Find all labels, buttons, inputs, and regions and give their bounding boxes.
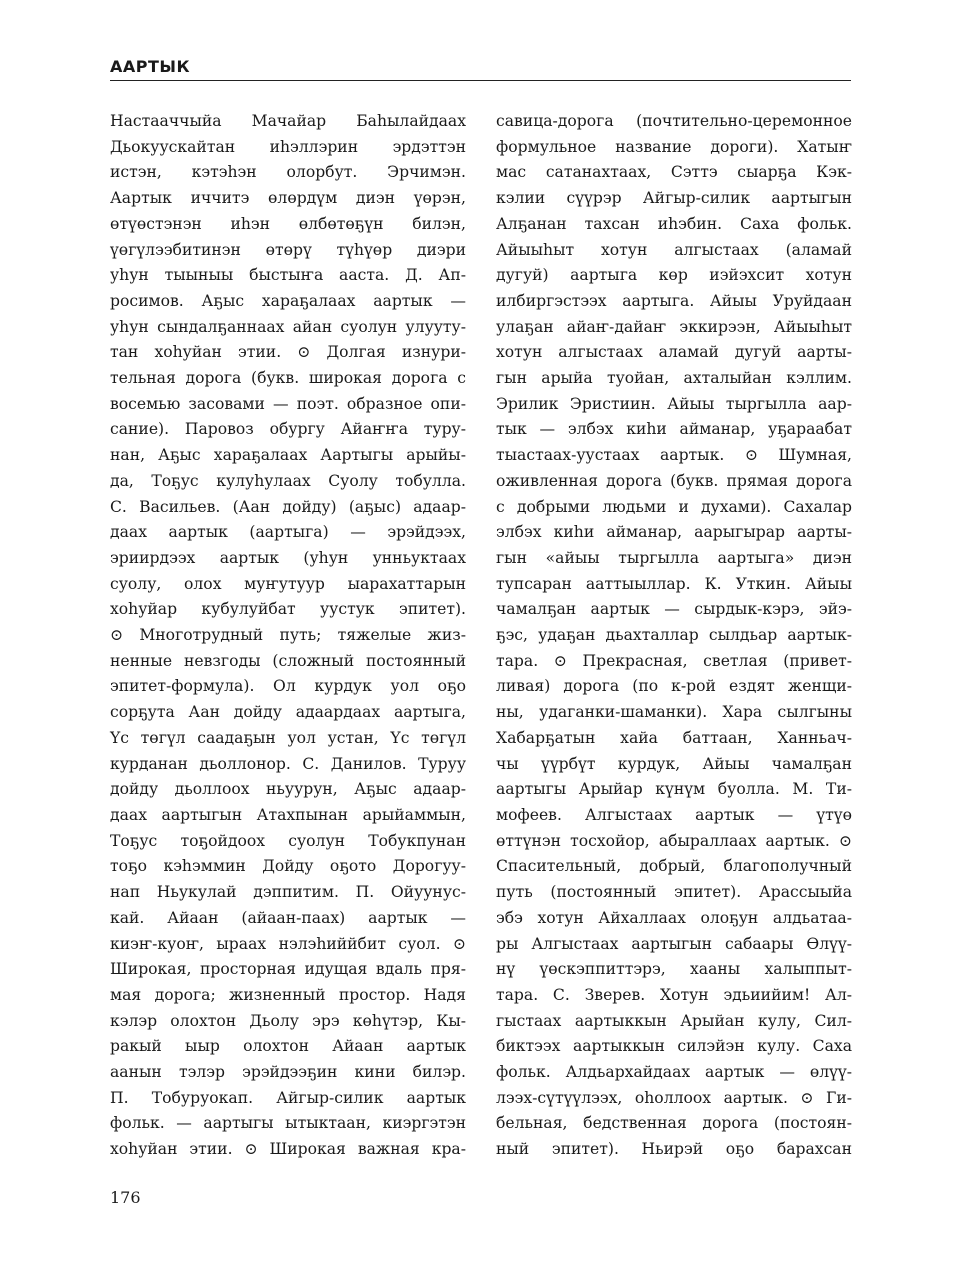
text-line: Эрилик Эристиин. Айыы тыргылла аар-	[496, 394, 852, 413]
text-line: Широкая, просторная идущая вдаль пря-	[110, 960, 466, 979]
text-line: тара. ⊙ Прекрасная, светлая (привет-	[496, 651, 852, 670]
text-line: ливая) дорога (по к-рой ездят женщи-	[496, 677, 852, 696]
text-line: эбэ хотун Айхаллаах олоҕун алдьатаа-	[496, 908, 852, 927]
text-line: гын «айыы тыргылла аартыга» диэн	[496, 548, 852, 567]
text-line: Дьокуускайтан иһэллэрин эрдэттэн	[110, 137, 466, 156]
text-line: чамалҕан аартык — сырдык-кэрэ, эйэ-	[496, 600, 852, 619]
text-line: лээх-сүтүүлээх, оһоллоох аартык. ⊙ Ги-	[496, 1088, 852, 1107]
text-line: суолу, олох муҥутуур ыарахаттарын	[110, 574, 466, 593]
text-line: хотун алгыстаах аламай дугуй аарты-	[496, 343, 852, 362]
text-line: нан, Аҕыс хараҕалаах Аартыгы арыйы-	[110, 446, 466, 465]
text-line: истэн, кэтэһэн олорбут. Эрчимэн.	[110, 163, 466, 182]
text-line: формульное название дороги). Хатыҥ	[496, 137, 852, 156]
text-line: тара. С. Зверев. Хотун эдьиийим! Ал-	[496, 985, 852, 1004]
text-line: тан хоһуйан этии. ⊙ Долгая изнури-	[110, 343, 466, 362]
text-line: Тоҕус тоҕойдоох суолун Тобукпунан	[110, 831, 466, 850]
text-line: ⊙ Многотрудный путь; тяжелые жиз-	[110, 626, 466, 645]
text-line: Айыыһыт хотун алгыстаах (аламай	[496, 240, 852, 259]
text-line: киэҥ-куоҥ, ыраах нэлэһиййбит суол. ⊙	[110, 934, 466, 953]
text-line: савица-дорога (почтительно-церемонное	[496, 112, 852, 130]
text-line: аартыгы Арыйар күнүм буолла. М. Ти-	[496, 780, 852, 799]
text-line: даах аартыгын Атахпынан арыйаммын,	[110, 805, 466, 824]
text-line: өтүөстэнэн иһэн өлбөтөҕүн билэн,	[110, 214, 466, 233]
text-line: биктээх аартыккын силэйэн кулу. Саха	[496, 1037, 852, 1056]
text-line: фольк. — аартыгы ытыктаан, киэргэтэн	[110, 1114, 466, 1133]
text-line: Хабарҕатын хайа баттаан, Ханньач-	[496, 728, 852, 747]
text-line: ный эпитет). Ньирэй оҕо барахсан	[496, 1140, 852, 1159]
text-line: тоҕо кэһэммин Дойду оҕото Дорогуу-	[110, 857, 466, 876]
text-line: кэлии сүүрэр Айгыр-силик аартыгын	[496, 189, 852, 208]
running-header	[110, 57, 851, 81]
text-line: мас сатанахтаах, Сэттэ сыарҕа Кэк-	[496, 163, 852, 182]
text-line: С. Васильев. (Аан дойду) (аҕыс) адаар-	[110, 497, 466, 516]
text-line: тык — элбэх киһи айманар, уҕараабат	[496, 420, 852, 439]
text-line: росимов. Аҕыс хараҕалаах аартык —	[110, 291, 466, 310]
text-line: уһун сындалҕаннаах айан суолун улууту-	[110, 317, 466, 336]
text-line: мая дорога; жизненный простор. Надя	[110, 985, 466, 1004]
text-line: эпитет-формула). Ол курдук уол оҕо	[110, 677, 466, 696]
text-line: Аартык иччитэ өлөрдүм диэн үөрэн,	[110, 189, 466, 208]
text-line: улаҕан айаҥ-дайаҥ эккирээн, Айыыһыт	[496, 317, 852, 336]
text-line: даах аартык (аартыга) — эрэйдээх,	[110, 523, 466, 542]
text-line: путь (постоянный эпитет). Арассыыйа	[496, 883, 852, 902]
text-line: нү үөскэппиттэрэ, хааны халыппыт-	[496, 960, 852, 979]
text-line: Алҕанан тахсан иһэбин. Саха фольк.	[496, 214, 852, 233]
text-line: илбиргэстээх аартыга. Айыы Уруйдаан	[496, 291, 852, 310]
text-line: ны, удаганки-шаманки). Хара сылгыны	[496, 703, 852, 722]
text-line: элбэх киһи айманар, аарыгырар аарты-	[496, 523, 852, 542]
text-line: сорҕута Аан дойду адаардаах аартыга,	[110, 703, 466, 722]
text-line: сание). Паровоз обургу Айаҥҥа туру-	[110, 420, 466, 439]
text-line: с добрыми людьми и духами). Сахалар	[496, 497, 852, 516]
text-line: уһун тыыныы быстыҥа ааста. Д. Ап-	[110, 266, 466, 285]
text-line: дугуй) аартыга көр иэйэхсит хотун	[496, 266, 852, 285]
text-line: восемью засовами — поэт. образное опи-	[110, 394, 466, 413]
right-column	[496, 109, 852, 1163]
header-title: ААРТЫК	[110, 57, 191, 76]
page-number: 176	[110, 1188, 141, 1207]
text-line: чы үүрбүт курдук, Айыы чамалҕан	[496, 754, 852, 773]
text-line: үөгүлээбитинэн өтөрү түһүөр диэри	[110, 240, 466, 259]
text-line: оживленная дорога (букв. прямая дорога	[496, 471, 852, 490]
text-line: гыстаах аартыккын Арыйан кулу, Сил-	[496, 1011, 852, 1030]
text-line: фольк. Алдьархайдаах аартык — өлүү-	[496, 1063, 852, 1082]
text-line: гын арыйа туойан, ахталыйан кэллим.	[496, 369, 852, 388]
text-line: тельная дорога (букв. широкая дорога с	[110, 369, 466, 388]
text-line: кай. Айаан (айаан-паах) аартык —	[110, 908, 466, 927]
text-line: нап Ньукулай дэппитим. П. Ойуунус-	[110, 883, 466, 902]
text-line: хоһуйан этии. ⊙ Широкая важная кра-	[110, 1140, 466, 1159]
text-line: аанын тэлэр эрэйдээҕин кини билэр.	[110, 1063, 466, 1082]
text-line: кэлэр олохтон Дьолу эрэ көһүтэр, Кы-	[110, 1011, 466, 1030]
text-line: Настааччыйа Мачайар Баһылайдаах	[110, 112, 466, 130]
text-line: мофеев. Алгыстаах аартык — үтүө	[496, 805, 852, 824]
text-line: тыастаах-уустаах аартык. ⊙ Шумная,	[496, 446, 852, 465]
text-line: Спасительный, добрый, благополучный	[496, 857, 852, 876]
text-line: дойду дьоллоох ньуурун, Аҕыс адаар-	[110, 780, 466, 799]
text-line: ракый ыыр олохтон Айаан аартык	[110, 1037, 466, 1056]
text-line: курданан дьоллонор. С. Данилов. Туруу	[110, 754, 466, 773]
left-column	[110, 109, 466, 1163]
text-line: ры Алгыстаах аартыгын сабаары Өлүү-	[496, 934, 852, 953]
text-line: ненные невзгоды (сложный постоянный	[110, 651, 466, 670]
text-line: тупсаран ааттыыллар. К. Уткин. Айыы	[496, 574, 852, 593]
text-line: бельная, бедственная дорога (постоян-	[496, 1114, 852, 1133]
text-line: Үс төгүл саадаҕын уол устан, Үс төгүл	[110, 728, 466, 747]
text-line: да, Тоҕус кулуһулаах Суолу тобулла.	[110, 471, 466, 490]
text-line: эриирдээх аартык (уһун унньуктаах	[110, 548, 466, 567]
text-line: П. Тобуруокап. Айгыр-силик аартык	[110, 1088, 466, 1107]
text-line: өттүнэн тосхойор, абыраллаах аартык. ⊙	[496, 831, 852, 850]
text-line: хоһуйар кубулуйбат уустук эпитет).	[110, 600, 466, 619]
text-line: ҕэс, удаҕан дьахталлар сылдьар аартык-	[496, 626, 852, 645]
